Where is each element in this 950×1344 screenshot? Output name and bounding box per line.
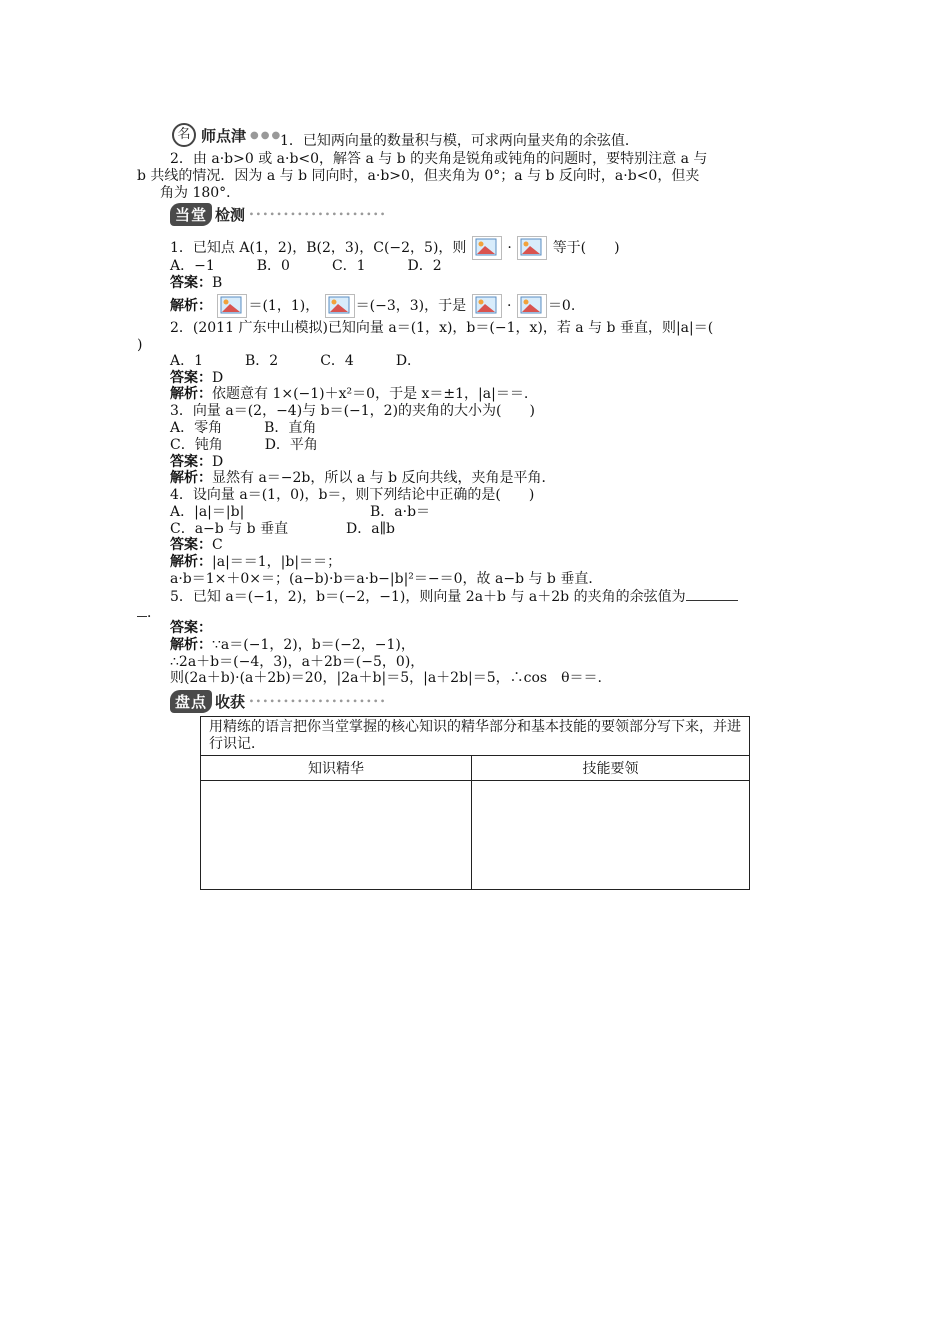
check-badge-label: 检测 (215, 205, 246, 224)
q1-answer: 答案：B (170, 275, 223, 291)
tip-line-4: 角为 180°． (160, 185, 241, 201)
q5-stem: 5．已知 a＝(−1，2)，b＝(−2，−1)，则向量 2a＋b 与 a＋2b 的夹角的余弦值为 (170, 588, 850, 606)
summary-col-skills: 技能要领 (472, 756, 750, 781)
q2-options: A．1 B．2 C．4 D． (170, 353, 422, 369)
vector-image-icon (472, 236, 502, 260)
vector-image-icon (472, 294, 502, 318)
vector-image-icon (517, 294, 547, 318)
tip-badge-icon: 名 (172, 123, 196, 147)
q5-answer: 答案： (170, 620, 212, 636)
q3-stem: 3．向量 a＝(2，−4)与 b＝(−1，2)的夹角的大小为( ) (170, 403, 535, 419)
tip-line-3: b 共线的情况．因为 a 与 b 同向时，a·b>0，但夹角为 0°；a 与 b 反向时，a·b<0，但夹 (137, 168, 700, 184)
summary-table (200, 716, 750, 890)
q5-analysis-3: 则(2a＋b)·(a＋2b)＝20，|2a＋b|＝5，|a＋2b|＝5，∴cos θ＝＝. (170, 670, 602, 686)
q1-stem: 1．已知点 A(1，2)，B(2，3)，C(−2，5)，则 · 等于( ) (170, 236, 850, 260)
q5-analysis-2: ∴2a＋b＝(−4，3)，a＋2b＝(−5，0)， (170, 654, 425, 670)
q1-analysis: 解析： ＝(1，1)， ＝(−3，3)，于是 · ＝0. (170, 294, 850, 318)
q4-stem: 4．设向量 a＝(1，0)，b＝，则下列结论中正确的是( ) (170, 487, 535, 503)
q3-options-2: C．钝角 D．平角 (170, 437, 318, 453)
q4-answer: 答案：C (170, 537, 223, 553)
check-badge (170, 203, 387, 225)
q2-stem-cont: ) (137, 337, 143, 353)
q1-options: A．−1 B．0 C．1 D．2 (170, 258, 442, 274)
q2-stem: 2．(2011 广东中山模拟)已知向量 a＝(1，x)，b＝(−1，x)，若 a 与 b 垂直，则|a|＝( (170, 320, 714, 336)
summary-badge-dots: ∙∙∙∙∙∙∙∙∙∙∙∙∙∙∙∙∙∙∙∙ (249, 695, 388, 707)
q4-option-c: C．a−b 与 b 垂直 (170, 521, 289, 537)
check-badge-dots: ∙∙∙∙∙∙∙∙∙∙∙∙∙∙∙∙∙∙∙∙ (249, 208, 388, 220)
tip-badge-dots: ●●● (250, 129, 283, 141)
q1-stem-b: 等于( ) (552, 240, 620, 256)
q3-analysis: 解析：显然有 a＝−2b，所以 a 与 b 反向共线，夹角是平角． (170, 470, 556, 486)
q5-analysis-1: 解析：∵a＝(−1，2)，b＝(−2，−1)， (170, 637, 415, 653)
q4-option-b: B．a·b＝ (370, 504, 431, 520)
vector-image-icon (217, 294, 247, 318)
q3-answer: 答案：D (170, 454, 224, 470)
q4-analysis-2: a·b＝1×＋0×＝；(a−b)·b＝a·b−|b|²＝−＝0，故 a−b 与 b 垂直． (170, 571, 603, 587)
q2-analysis: 解析：依题意有 1×(−1)＋x²＝0，于是 x＝±1，|a|＝＝. (170, 386, 529, 402)
summary-badge-label: 收获 (215, 692, 246, 711)
check-badge-text: 当堂 (170, 203, 212, 226)
q4-option-a: A．|a|＝|b| (170, 504, 245, 520)
q4-analysis-1: 解析：|a|＝＝1，|b|＝＝； (170, 554, 342, 570)
vector-image-icon (517, 236, 547, 260)
summary-badge-text: 盘点 (170, 690, 212, 713)
q1-stem-a: 1．已知点 A(1，2)，B(2，3)，C(−2，5)，则 (170, 240, 467, 256)
q5-answer-blank (686, 588, 738, 601)
summary-badge (170, 690, 387, 712)
q4-option-d: D．a∥b (346, 521, 395, 537)
summary-col-knowledge: 知识精华 (201, 756, 472, 781)
summary-knowledge-cell[interactable] (201, 781, 472, 890)
tip-line-1: 1．已知两向量的数量积与模，可求两向量夹角的余弦值． (280, 133, 639, 149)
tip-badge (172, 124, 282, 146)
q2-answer: 答案：D (170, 370, 224, 386)
tip-line-2: 2．由 a·b>0 或 a·b<0，解答 a 与 b 的夹角是锐角或钝角的问题时，要特别注意 a 与 (170, 151, 708, 167)
summary-skills-cell[interactable] (472, 781, 750, 890)
tip-badge-text: 师点津 (201, 126, 247, 145)
q5-stem-tail: ． (137, 604, 817, 622)
q3-options-1: A．零角 B．直角 (170, 420, 317, 436)
vector-image-icon (325, 294, 355, 318)
summary-instruction: 用精练的语言把你当堂掌握的核心知识的精华部分和基本技能的要领部分写下来，并进行识记． (201, 717, 750, 756)
